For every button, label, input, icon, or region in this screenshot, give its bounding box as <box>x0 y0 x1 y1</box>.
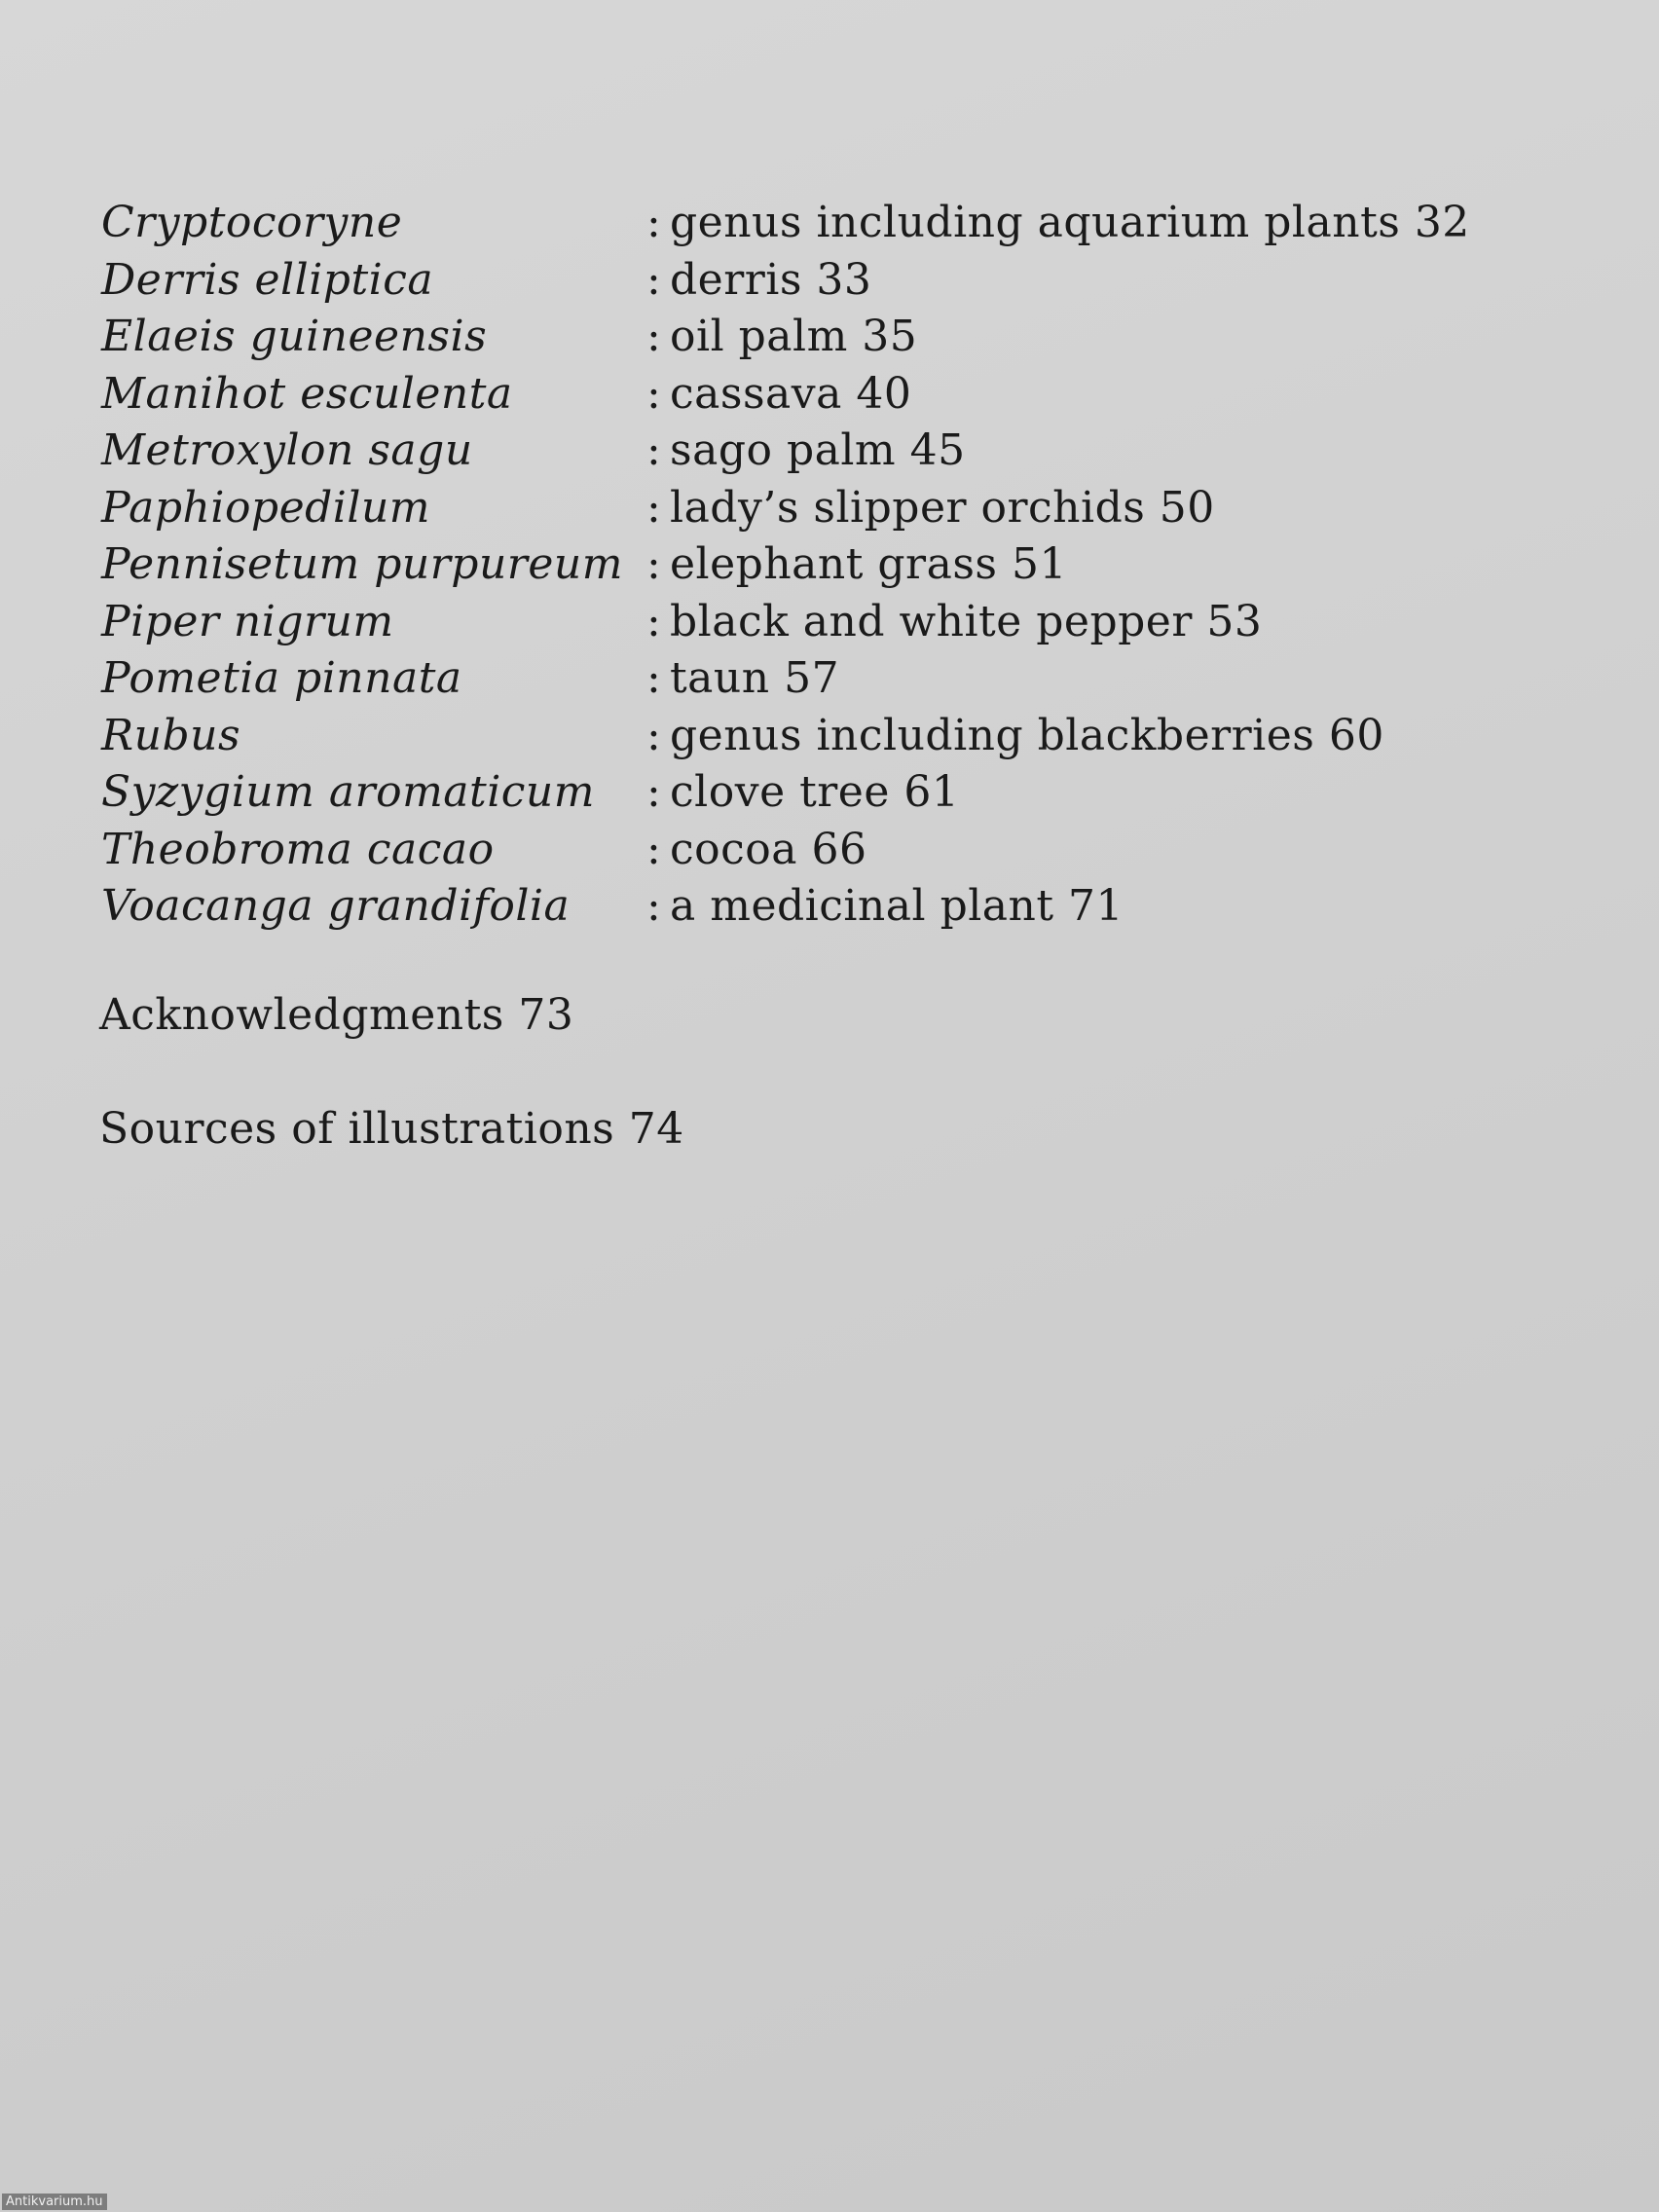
latin-name: Manihot esculenta <box>101 368 513 419</box>
index-row <box>101 708 1620 765</box>
common-name: taun 57 <box>670 653 840 703</box>
separator: : <box>646 653 661 703</box>
separator: : <box>646 368 661 419</box>
index-row <box>101 878 1620 936</box>
latin-name: Cryptocoryne <box>101 198 403 247</box>
common-name: derris 33 <box>670 254 872 305</box>
index-row <box>101 764 1620 822</box>
species-index-list <box>101 195 1620 936</box>
index-row <box>101 252 1620 310</box>
common-name: lady’s slipper orchids 50 <box>670 482 1215 533</box>
latin-name: Paphiopedilum <box>101 482 431 533</box>
acknowledgments-entry: Acknowledgments 73 <box>99 990 574 1040</box>
latin-name: Theobroma cacao <box>101 824 495 874</box>
separator: : <box>646 198 661 247</box>
index-row <box>101 195 1620 252</box>
latin-name: Syzygium aromaticum <box>101 767 595 817</box>
latin-name: Pometia pinnata <box>101 653 462 703</box>
latin-name: Pennisetum purpureum <box>101 539 623 589</box>
index-row <box>101 536 1620 594</box>
common-name: black and white pepper 53 <box>670 596 1263 646</box>
sources-of-illustrations-entry: Sources of illustrations 74 <box>99 1104 684 1154</box>
index-row <box>101 594 1620 651</box>
common-name: cocoa 66 <box>670 824 867 874</box>
separator: : <box>646 881 661 931</box>
separator: : <box>646 254 661 305</box>
separator: : <box>646 425 661 475</box>
latin-name: Derris elliptica <box>101 254 434 305</box>
index-row <box>101 309 1620 366</box>
index-row <box>101 480 1620 537</box>
index-row <box>101 650 1620 708</box>
common-name: a medicinal plant 71 <box>670 881 1124 931</box>
latin-name: Metroxylon sagu <box>101 425 473 475</box>
latin-name: Voacanga grandifolia <box>101 881 571 931</box>
common-name: cassava 40 <box>670 368 912 419</box>
common-name: clove tree 61 <box>670 767 960 817</box>
common-name: genus including aquarium plants 32 <box>670 198 1470 247</box>
separator: : <box>646 596 661 646</box>
separator: : <box>646 767 661 817</box>
common-name: genus including blackberries 60 <box>670 710 1384 760</box>
watermark: Antikvarium.hu <box>2 2194 107 2210</box>
separator: : <box>646 824 661 874</box>
common-name: sago palm 45 <box>670 425 966 475</box>
separator: : <box>646 710 661 760</box>
index-row <box>101 366 1620 424</box>
common-name: elephant grass 51 <box>670 539 1067 589</box>
latin-name: Elaeis guineensis <box>101 312 488 361</box>
separator: : <box>646 539 661 589</box>
index-row <box>101 423 1620 480</box>
separator: : <box>646 482 661 533</box>
common-name: oil palm 35 <box>670 312 918 361</box>
latin-name: Rubus <box>101 710 241 760</box>
index-row <box>101 822 1620 879</box>
latin-name: Piper nigrum <box>101 596 394 646</box>
separator: : <box>646 312 661 361</box>
